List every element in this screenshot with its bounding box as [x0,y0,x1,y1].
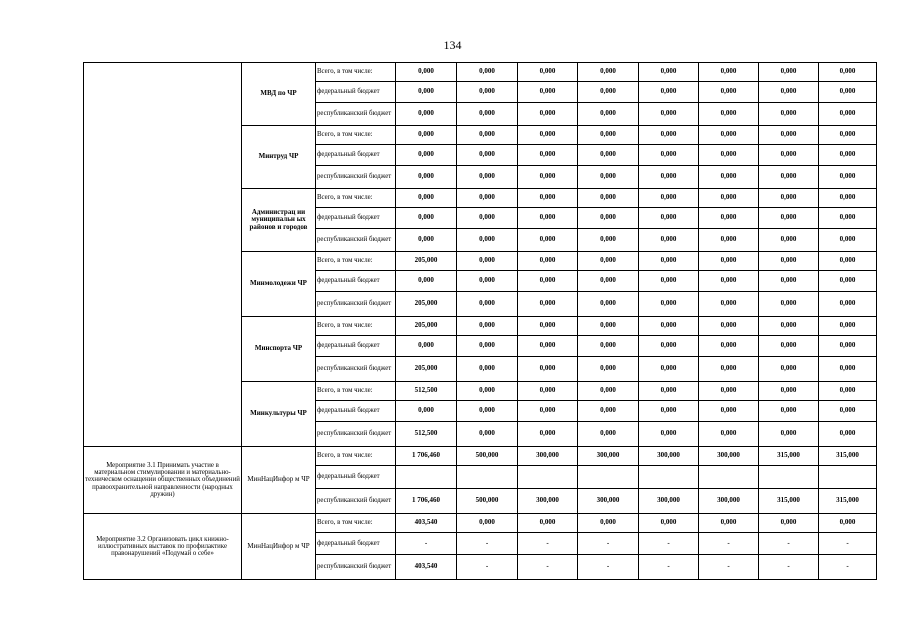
amount-cell: 315,000 [819,489,877,514]
amount-cell [396,466,457,489]
amount-cell: 0,000 [639,357,699,382]
amount-cell: 500,000 [457,489,518,514]
amount-cell [578,466,639,489]
amount-cell: 0,000 [518,357,578,382]
amount-cell: - [518,555,578,580]
amount-cell: 300,000 [578,447,639,466]
amount-cell: 0,000 [396,103,457,126]
amount-cell: 0,000 [639,103,699,126]
amount-cell: 0,000 [518,317,578,336]
funding-source-cell: федеральный бюджет [316,271,396,292]
amount-cell: 0,000 [699,252,759,271]
amount-cell: 0,000 [518,292,578,317]
amount-cell: 0,000 [819,252,877,271]
amount-cell: 0,000 [699,63,759,82]
amount-cell: 0,000 [457,229,518,252]
amount-cell: 0,000 [639,514,699,533]
amount-cell: 0,000 [518,382,578,401]
amount-cell: 1 706,460 [396,447,457,466]
amount-cell: 403,540 [396,555,457,580]
amount-cell: 0,000 [457,292,518,317]
amount-cell: 0,000 [578,292,639,317]
funding-source-cell: республиканский бюджет [316,292,396,317]
amount-cell: 0,000 [819,271,877,292]
amount-cell: 0,000 [699,317,759,336]
amount-cell: 0,000 [457,357,518,382]
amount-cell: 0,000 [819,189,877,208]
amount-cell: 0,000 [578,82,639,103]
amount-cell: 0,000 [639,145,699,166]
amount-cell: - [819,555,877,580]
amount-cell: 0,000 [759,208,819,229]
amount-cell: 0,000 [699,208,759,229]
funding-source-cell: Всего, в том числе: [316,189,396,208]
amount-cell: - [699,533,759,555]
amount-cell: 0,000 [457,401,518,422]
amount-cell: 0,000 [457,382,518,401]
funding-source-cell: Всего, в том числе: [316,447,396,466]
measure-cell: Мероприятие 3.1 Принимать участие в материальном стимулировании и материально-техническом оснащении общественных объединений правоохранительной направленности (народных дружин) [84,447,242,514]
amount-cell: 0,000 [699,145,759,166]
funding-source-cell: республиканский бюджет [316,229,396,252]
amount-cell: 0,000 [639,166,699,189]
amount-cell: 0,000 [578,357,639,382]
amount-cell: 0,000 [396,166,457,189]
amount-cell [819,466,877,489]
amount-cell: 0,000 [578,229,639,252]
amount-cell: - [578,555,639,580]
amount-cell: 0,000 [639,252,699,271]
amount-cell: 0,000 [396,145,457,166]
amount-cell: 0,000 [518,514,578,533]
amount-cell: 0,000 [819,126,877,145]
amount-cell: 315,000 [819,447,877,466]
amount-cell: - [819,533,877,555]
amount-cell: 300,000 [699,489,759,514]
amount-cell: 0,000 [759,126,819,145]
amount-cell: 0,000 [639,63,699,82]
funding-source-cell: Всего, в том числе: [316,126,396,145]
amount-cell: 0,000 [819,422,877,447]
amount-cell: 205,000 [396,317,457,336]
amount-cell: 0,000 [457,208,518,229]
amount-cell: 512,500 [396,422,457,447]
amount-cell: 0,000 [699,189,759,208]
executor-cell: МинНацИнфор м ЧР [242,447,316,514]
amount-cell: 0,000 [396,82,457,103]
funding-source-cell: федеральный бюджет [316,208,396,229]
measure-cell: Мероприятие 3.2 Организовать цикл книжно-иллюстративных выставок по профилактике правонарушений «Подумай о себе» [84,514,242,580]
amount-cell: 315,000 [759,489,819,514]
amount-cell: 0,000 [639,336,699,357]
funding-source-cell: республиканский бюджет [316,103,396,126]
amount-cell: 0,000 [396,271,457,292]
amount-cell: 0,000 [457,82,518,103]
amount-cell: 0,000 [639,317,699,336]
amount-cell: 0,000 [578,271,639,292]
amount-cell: 0,000 [518,166,578,189]
amount-cell: 0,000 [819,145,877,166]
funding-source-cell: федеральный бюджет [316,336,396,357]
amount-cell: 0,000 [819,357,877,382]
amount-cell: 0,000 [759,271,819,292]
amount-cell: 0,000 [457,422,518,447]
funding-source-cell: Всего, в том числе: [316,514,396,533]
amount-cell: 0,000 [699,229,759,252]
amount-cell: 0,000 [819,336,877,357]
funding-source-cell: Всего, в том числе: [316,317,396,336]
amount-cell: 0,000 [518,208,578,229]
amount-cell: 0,000 [396,63,457,82]
amount-cell: 0,000 [759,357,819,382]
amount-cell: 0,000 [578,401,639,422]
amount-cell: 205,000 [396,252,457,271]
amount-cell: 0,000 [759,229,819,252]
amount-cell: 0,000 [518,252,578,271]
funding-source-cell: республиканский бюджет [316,166,396,189]
amount-cell: 0,000 [578,166,639,189]
amount-cell [699,466,759,489]
amount-cell: 205,000 [396,357,457,382]
amount-cell: 1 706,460 [396,489,457,514]
amount-cell: 0,000 [759,514,819,533]
amount-cell: 0,000 [578,514,639,533]
amount-cell: 0,000 [578,252,639,271]
amount-cell [518,466,578,489]
amount-cell: 0,000 [578,63,639,82]
amount-cell: 0,000 [759,63,819,82]
amount-cell: 512,500 [396,382,457,401]
amount-cell: 300,000 [639,489,699,514]
amount-cell: 0,000 [396,336,457,357]
executor-cell: МинНацИнфор м ЧР [242,514,316,580]
amount-cell: 0,000 [639,422,699,447]
executor-cell: Администрац ии муниципальн ых районов и городов [242,189,316,252]
amount-cell: 300,000 [639,447,699,466]
amount-cell: 0,000 [819,208,877,229]
amount-cell: 0,000 [759,252,819,271]
amount-cell: 0,000 [518,422,578,447]
amount-cell: 0,000 [457,514,518,533]
amount-cell: 0,000 [578,189,639,208]
amount-cell: 500,000 [457,447,518,466]
amount-cell: 0,000 [699,357,759,382]
amount-cell: - [396,533,457,555]
amount-cell: 0,000 [639,189,699,208]
executor-cell: Минмолодежи ЧР [242,252,316,317]
amount-cell: 0,000 [759,336,819,357]
amount-cell: 0,000 [699,401,759,422]
amount-cell: 300,000 [518,489,578,514]
amount-cell: - [639,533,699,555]
funding-source-cell: федеральный бюджет [316,145,396,166]
amount-cell: 0,000 [819,166,877,189]
amount-cell: 0,000 [457,317,518,336]
funding-source-cell: федеральный бюджет [316,533,396,555]
amount-cell: 0,000 [518,63,578,82]
page-number: 134 [443,38,462,52]
amount-cell [759,466,819,489]
amount-cell: 0,000 [759,145,819,166]
amount-cell: 0,000 [819,229,877,252]
amount-cell: 0,000 [457,336,518,357]
amount-cell: - [518,533,578,555]
amount-cell: 0,000 [699,166,759,189]
funding-source-cell: республиканский бюджет [316,357,396,382]
amount-cell: 0,000 [639,126,699,145]
amount-cell: - [457,555,518,580]
funding-source-cell: республиканский бюджет [316,555,396,580]
amount-cell: 0,000 [518,103,578,126]
amount-cell: 0,000 [699,103,759,126]
amount-cell: 0,000 [759,382,819,401]
amount-cell: 0,000 [457,126,518,145]
amount-cell: 300,000 [578,489,639,514]
amount-cell: 0,000 [759,82,819,103]
amount-cell: 0,000 [759,422,819,447]
amount-cell: 0,000 [699,82,759,103]
amount-cell: 0,000 [819,292,877,317]
amount-cell: 0,000 [518,229,578,252]
amount-cell: 0,000 [699,336,759,357]
amount-cell: 0,000 [578,422,639,447]
amount-cell: 0,000 [396,208,457,229]
amount-cell: 0,000 [578,317,639,336]
amount-cell: 0,000 [518,82,578,103]
executor-cell: МВД по ЧР [242,63,316,126]
amount-cell: - [759,533,819,555]
amount-cell: 0,000 [759,292,819,317]
amount-cell: 0,000 [578,208,639,229]
funding-source-cell: республиканский бюджет [316,489,396,514]
amount-cell: 0,000 [639,292,699,317]
amount-cell: 0,000 [819,103,877,126]
amount-cell: 0,000 [518,126,578,145]
amount-cell: 0,000 [819,382,877,401]
amount-cell: 0,000 [759,401,819,422]
table-row [84,63,877,82]
amount-cell: 0,000 [699,292,759,317]
amount-cell: - [578,533,639,555]
amount-cell: 0,000 [639,229,699,252]
amount-cell: 0,000 [578,103,639,126]
amount-cell: 0,000 [396,189,457,208]
amount-cell: 0,000 [518,401,578,422]
amount-cell: 0,000 [699,126,759,145]
amount-cell: 0,000 [699,514,759,533]
amount-cell: 0,000 [578,145,639,166]
amount-cell: 0,000 [457,63,518,82]
amount-cell: 0,000 [639,382,699,401]
amount-cell: - [759,555,819,580]
budget-table [83,62,877,580]
amount-cell: 0,000 [396,126,457,145]
amount-cell [639,466,699,489]
amount-cell: 0,000 [457,271,518,292]
executor-cell: Минкультуры ЧР [242,382,316,447]
amount-cell: 0,000 [639,208,699,229]
amount-cell: 0,000 [819,63,877,82]
executor-cell: Минтруд ЧР [242,126,316,189]
amount-cell: 0,000 [699,271,759,292]
amount-cell: 0,000 [578,336,639,357]
amount-cell: 0,000 [457,252,518,271]
funding-source-cell: федеральный бюджет [316,401,396,422]
amount-cell: 0,000 [518,189,578,208]
amount-cell: 0,000 [457,189,518,208]
amount-cell: 0,000 [396,401,457,422]
amount-cell: 315,000 [759,447,819,466]
amount-cell: 0,000 [518,336,578,357]
amount-cell: 300,000 [699,447,759,466]
amount-cell: 0,000 [457,103,518,126]
amount-cell: 0,000 [819,82,877,103]
amount-cell: 0,000 [578,382,639,401]
amount-cell: 0,000 [639,82,699,103]
table-body [84,63,877,580]
amount-cell: - [457,533,518,555]
amount-cell: 0,000 [699,382,759,401]
amount-cell: - [699,555,759,580]
amount-cell: 0,000 [518,271,578,292]
funding-source-cell: Всего, в том числе: [316,252,396,271]
amount-cell [457,466,518,489]
table-row [84,514,877,533]
measure-cell [84,63,242,447]
amount-cell: - [639,555,699,580]
amount-cell: 0,000 [457,145,518,166]
funding-source-cell: республиканский бюджет [316,422,396,447]
amount-cell: 0,000 [759,103,819,126]
table-row [84,447,877,466]
amount-cell: 0,000 [759,189,819,208]
amount-cell: 403,540 [396,514,457,533]
amount-cell: 0,000 [759,166,819,189]
amount-cell: 0,000 [639,271,699,292]
amount-cell: 0,000 [699,422,759,447]
executor-cell: Минспорта ЧР [242,317,316,382]
amount-cell: 205,000 [396,292,457,317]
funding-source-cell: федеральный бюджет [316,466,396,489]
amount-cell: 0,000 [518,145,578,166]
amount-cell: 0,000 [578,126,639,145]
amount-cell: 0,000 [819,317,877,336]
funding-source-cell: Всего, в том числе: [316,63,396,82]
funding-source-cell: Всего, в том числе: [316,382,396,401]
amount-cell: 0,000 [639,401,699,422]
funding-source-cell: федеральный бюджет [316,82,396,103]
amount-cell: 0,000 [819,514,877,533]
amount-cell: 0,000 [396,229,457,252]
amount-cell: 0,000 [457,166,518,189]
amount-cell: 0,000 [759,317,819,336]
amount-cell: 300,000 [518,447,578,466]
amount-cell: 0,000 [819,401,877,422]
